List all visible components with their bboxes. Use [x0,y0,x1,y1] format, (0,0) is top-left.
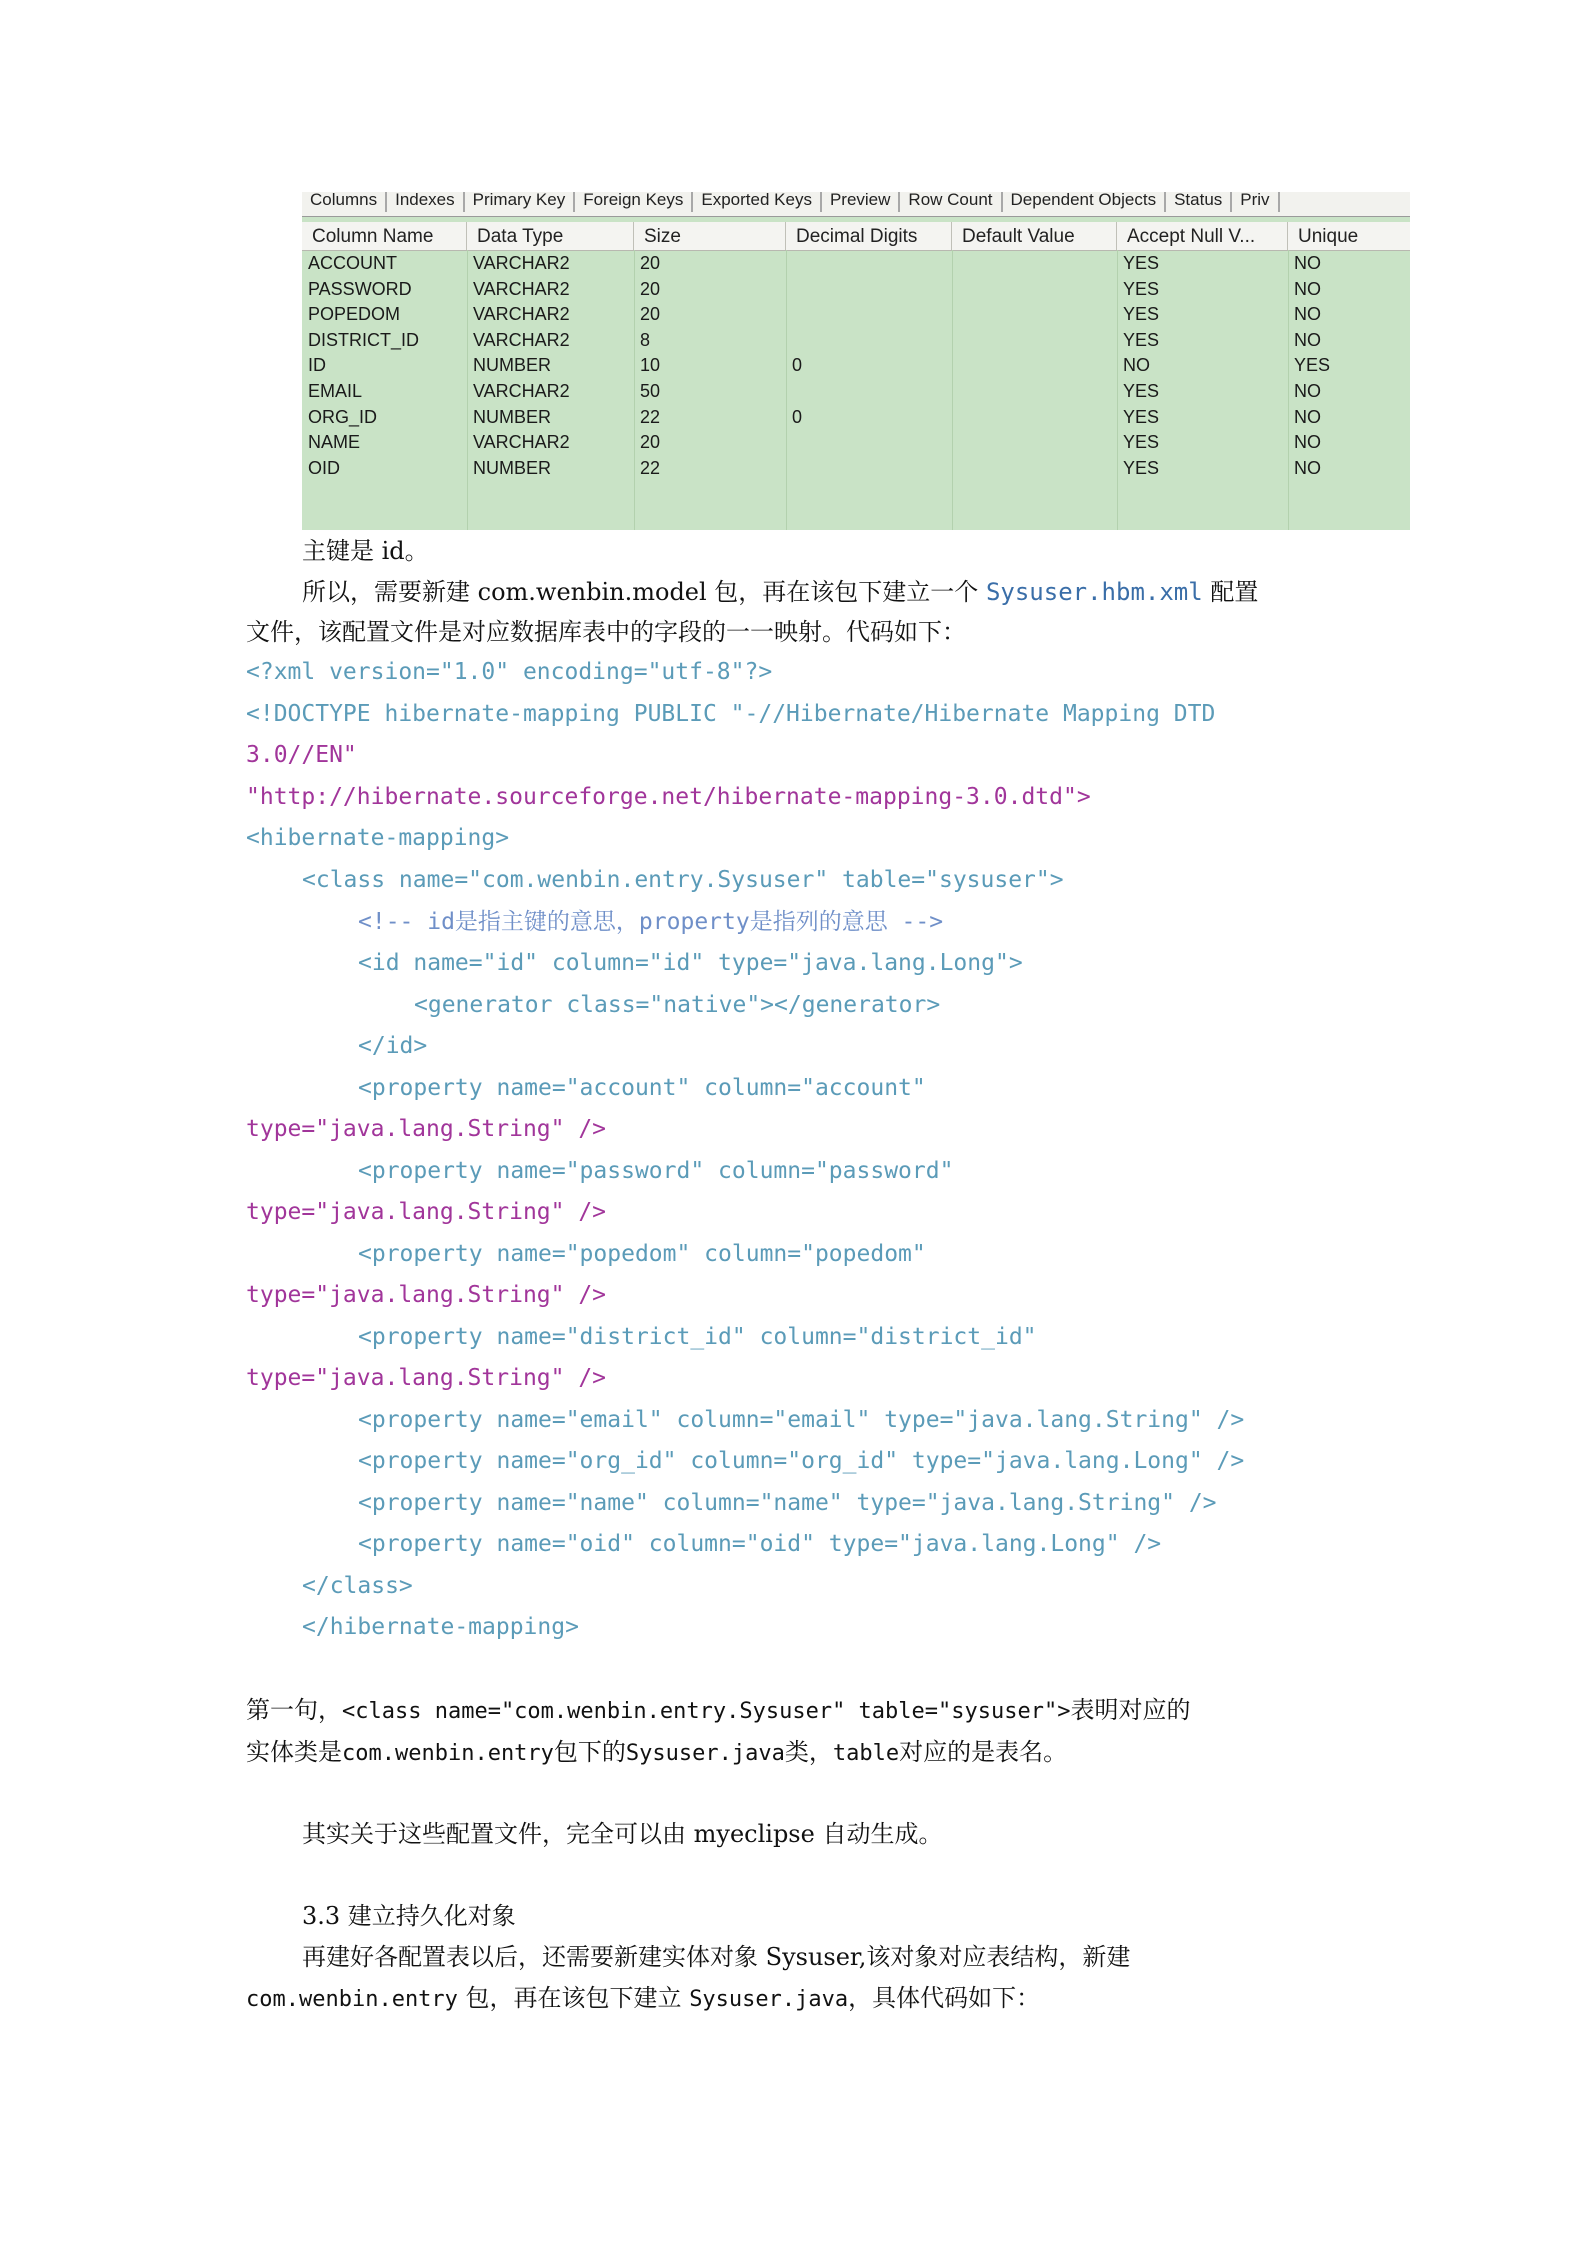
header-data-type[interactable]: Data Type [467,222,634,250]
code-property-popedom-type: type="java.lang.String" /> [246,1282,607,1308]
header-unique[interactable]: Unique [1298,226,1359,247]
cell-decimal-digits [786,301,792,327]
cell-default-value [952,378,958,404]
table-row[interactable] [302,455,1410,481]
code-property-org-id: <property name="org_id" column="org_id" type="java.lang.Long" /> [358,1448,1245,1474]
table-structure-screenshot [302,192,1410,530]
cell-accept-null: YES [1123,253,1160,273]
code-property-password: <property name="password" column="password" [358,1158,954,1184]
cell-data-type: NUMBER [473,457,552,478]
package-inline: com.wenbin.entry [246,1987,458,2012]
table-row[interactable] [302,250,1410,276]
cell-unique: NO [1294,253,1321,273]
code-property-account-type: type="java.lang.String" /> [246,1116,607,1142]
header-accept-null[interactable]: Accept Null V... [1117,222,1288,250]
cell-size: 20 [640,253,661,273]
code-class-close: </class> [302,1573,413,1599]
code-property-password-type: type="java.lang.String" /> [246,1199,607,1225]
table-row[interactable] [302,378,1410,404]
column-header-row [302,222,1410,251]
cell-column-name: NAME [308,432,361,453]
entity-text: 包，再在该包下建立 [457,1984,690,2012]
cell-unique: NO [1294,381,1321,401]
cell-size: 20 [640,278,661,299]
cell-size: 22 [640,457,661,478]
cell-column-name: EMAIL [308,381,363,401]
tab-row-count[interactable]: Row Count [900,192,1002,212]
cell-unique: NO [1294,329,1321,350]
cell-default-value [952,327,958,353]
cell-unique: NO [1294,278,1321,299]
table-row[interactable] [302,327,1410,353]
paragraph-entity-line-1: 再建好各配置表以后，还需要新建实体对象 Sysuser,该对象对应表结构，新建 [302,1943,1131,1971]
paragraph-intro-line-2: 文件，该配置文件是对应数据库表中的字段的一一映射。代码如下： [246,618,966,646]
cell-accept-null: YES [1123,381,1160,401]
code-doctype-line-1: <!DOCTYPE hibernate-mapping PUBLIC "-//Hibernate/Hibernate Mapping DTD [246,701,1216,727]
explanation-line-2 [246,1736,1067,1770]
code-property-popedom: <property name="popedom" column="popedom" [358,1241,926,1267]
paragraph-entity-line-2 [246,1982,1040,2016]
explanation-code: <class name="com.wenbin.entry.Sysuser" table="sysuser"> [342,1699,1071,1724]
cell-accept-null: NO [1123,355,1150,376]
cell-data-type: NUMBER [473,406,552,427]
cell-data-type: NUMBER [473,355,552,376]
header-decimal-digits[interactable]: Decimal Digits [786,222,952,250]
cell-unique: NO [1294,432,1321,453]
code-property-district-type: type="java.lang.String" /> [246,1365,607,1391]
cell-decimal-digits [786,250,792,276]
code-property-email: <property name="email" column="email" type="java.lang.String" /> [358,1407,1245,1433]
cell-accept-null: YES [1123,457,1160,478]
cell-column-name: ACCOUNT [308,253,397,273]
tab-indexes[interactable]: Indexes [387,192,465,212]
explanation-text: 类， [784,1738,833,1766]
tab-preview[interactable]: Preview [822,192,900,212]
cell-column-name: ORG_ID [308,406,378,427]
cell-unique: NO [1294,304,1321,325]
cell-data-type: VARCHAR2 [473,278,570,299]
cell-column-name: POPEDOM [308,304,401,325]
code-property-account: <property name="account" column="account" [358,1075,926,1101]
cell-size: 8 [640,329,651,350]
cell-accept-null: YES [1123,278,1160,299]
cell-default-value [952,250,958,276]
code-class-open: <class name="com.wenbin.entry.Sysuser" table="sysuser"> [302,867,1064,893]
cell-decimal-digits: 0 [792,355,803,376]
cell-decimal-digits [786,276,792,302]
cell-accept-null: YES [1123,406,1160,427]
cell-default-value [952,352,958,378]
cell-unique: YES [1294,355,1331,376]
cell-size: 20 [640,304,661,325]
cell-decimal-digits [786,378,792,404]
cell-column-name: DISTRICT_ID [308,329,420,350]
header-column-name[interactable]: Column Name [302,222,467,250]
tab-columns[interactable]: Columns [302,192,387,212]
cell-decimal-digits: 0 [792,406,803,427]
cell-data-type: VARCHAR2 [473,329,570,350]
table-row[interactable] [302,301,1410,327]
cell-decimal-digits [786,455,792,481]
package-inline: com.wenbin.entry [342,1741,554,1766]
cell-decimal-digits [786,429,792,455]
class-file-inline: Sysuser.java [689,1987,849,2012]
cell-column-name: PASSWORD [308,278,412,299]
table-keyword-inline: table [832,1741,900,1766]
tab-priv[interactable]: Priv [1232,192,1279,212]
explanation-text: 包下的 [553,1738,626,1766]
section-heading: 3.3 建立持久化对象 [302,1902,516,1930]
explanation-text: 实体类是 [246,1738,342,1766]
cell-data-type: VARCHAR2 [473,304,570,325]
intro-text-end: 配置 [1202,578,1259,606]
intro-text: 所以，需要新建 com.wenbin.model 包，再在该包下建立一个 [302,578,986,606]
cell-decimal-digits [786,327,792,353]
code-doctype-line-3: "http://hibernate.sourceforge.net/hibernate-mapping-3.0.dtd"> [246,784,1091,810]
cell-column-name: OID [308,457,341,478]
code-mapping-open: <hibernate-mapping> [246,825,510,851]
entity-text: ，具体代码如下： [848,1984,1041,2012]
cell-unique: NO [1294,406,1321,427]
code-comment: <!-- id是指主键的意思，property是指列的意思 --> [358,909,944,935]
cell-default-value [952,404,958,430]
cell-size: 50 [640,381,661,401]
code-property-oid: <property name="oid" column="oid" type="java.lang.Long" /> [358,1531,1162,1557]
cell-size: 10 [640,355,661,376]
tab-primary-key[interactable]: Primary Key [465,192,576,212]
code-id-close: </id> [358,1033,428,1059]
cell-accept-null: YES [1123,304,1160,325]
primary-key-note: 主键是 id。 [302,537,429,565]
cell-accept-null: YES [1123,329,1160,350]
code-property-district: <property name="district_id" column="district_id" [358,1324,1037,1350]
cell-default-value [952,301,958,327]
cell-default-value [952,276,958,302]
explanation-text: 对应的是表名。 [899,1738,1068,1766]
myeclipse-note: 其实关于这些配置文件，完全可以由 myeclipse 自动生成。 [302,1820,943,1848]
cell-data-type: VARCHAR2 [473,381,570,401]
header-default-value[interactable]: Default Value [952,222,1117,250]
explanation-lead: 第一句， [246,1696,342,1724]
table-row[interactable] [302,404,1410,430]
explanation-tail: 表明对应的 [1070,1696,1191,1724]
code-doctype-line-2: 3.0//EN" [246,742,357,768]
cell-column-name: ID [308,355,326,376]
cell-unique: NO [1294,457,1321,478]
tab-status[interactable]: Status [1166,192,1232,212]
code-mapping-close: </hibernate-mapping> [302,1614,579,1640]
tab-dependent-objects[interactable]: Dependent Objects [1003,192,1167,212]
table-row[interactable] [302,352,1410,378]
code-id-open: <id name="id" column="id" type="java.lang.Long"> [358,950,1023,976]
cell-data-type: VARCHAR2 [473,253,570,273]
column-grid [302,250,1410,530]
code-property-name: <property name="name" column="name" type="java.lang.String" /> [358,1490,1217,1516]
cell-default-value [952,455,958,481]
cell-size: 22 [640,406,661,427]
paragraph-intro-line-1 [302,576,1258,608]
tab-foreign-keys[interactable]: Foreign Keys [575,192,693,212]
cell-accept-null: YES [1123,432,1160,453]
explanation-line-1 [246,1694,1190,1728]
cell-size: 20 [640,432,661,453]
table-row[interactable] [302,429,1410,455]
cell-default-value [952,429,958,455]
code-xml-declaration: <?xml version="1.0" encoding="utf-8"?> [246,659,773,685]
filename-inline: Sysuser.hbm.xml [985,578,1203,606]
class-file-inline: Sysuser.java [625,1741,785,1766]
table-row[interactable] [302,276,1410,302]
cell-data-type: VARCHAR2 [473,432,570,453]
tool-tab-strip [302,192,1410,217]
code-generator: <generator class="native"></generator> [414,992,941,1018]
tab-exported-keys[interactable]: Exported Keys [693,192,822,212]
header-size[interactable]: Size [634,222,786,250]
